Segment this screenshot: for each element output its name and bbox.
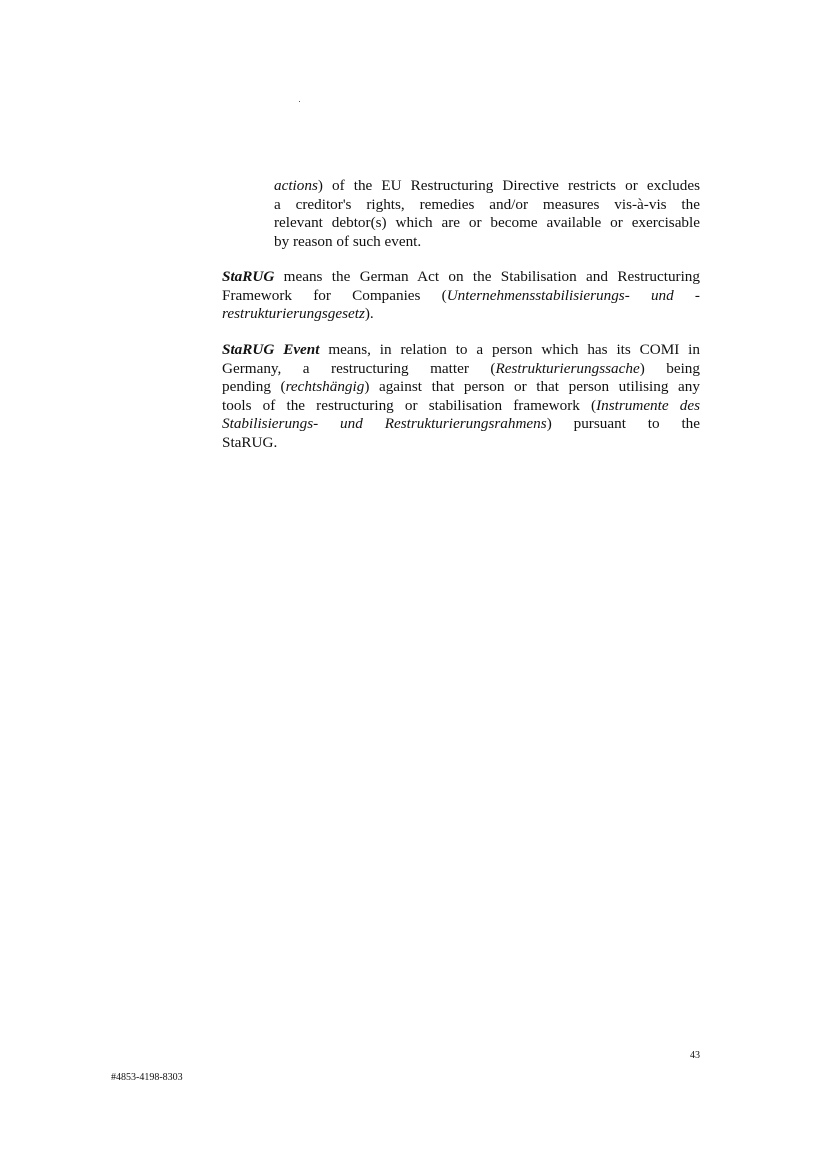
italic-text: rechtshängig [285,378,365,396]
starug-definition-paragraph [222,268,700,324]
italic-text: Instrumente des [596,396,700,414]
definition-line: StaRUG Event means, in relation to a person which has its COMI in [222,341,700,358]
italic-text: Stabilisierungs- und Restrukturierungsrahmens [222,415,547,433]
clause-line: actions) of the EU Restructuring Directive restricts or excludes [274,177,700,194]
definition-line: Framework for Companies (Unternehmensstabilisierungs- und - [222,286,700,304]
definition-line: Germany, a restructuring matter (Restrukturierungssache) being [222,359,700,377]
definition-line: StaRUG means the German Act on the Stabilisation and Restructuring [222,268,700,285]
italic-text: actions [274,177,318,194]
clause-line: a creditor's rights, remedies and/or measures vis-à-vis the [274,195,700,213]
definition-line: pending (rechtshängig) against that person or that person utilising any [222,378,700,396]
clause-line: relevant debtor(s) which are or become available or exercisable [274,214,700,232]
definition-line: restrukturierungsgesetz). [222,305,374,323]
italic-text: restrukturierungsgesetz [222,305,365,323]
definition-line: tools of the restructuring or stabilisation framework (Instrumente des [222,396,700,414]
stray-mark [299,101,300,102]
page-number: 43 [690,1050,700,1061]
clause-line: by reason of such event. [274,232,422,250]
defined-term: StaRUG Event [222,341,320,358]
defined-term: StaRUG [222,268,275,285]
definition-line: StaRUG. [222,433,278,451]
starug-event-definition-paragraph [222,341,700,453]
continued-clause-paragraph [274,177,700,251]
italic-text: Restrukturierungssache [495,359,640,377]
document-id: #4853-4198-8303 [111,1072,183,1083]
italic-text: Unternehmensstabilisierungs- und - [446,286,700,304]
definition-line: Stabilisierungs- und Restrukturierungsrahmens) pursuant to the [222,415,700,433]
